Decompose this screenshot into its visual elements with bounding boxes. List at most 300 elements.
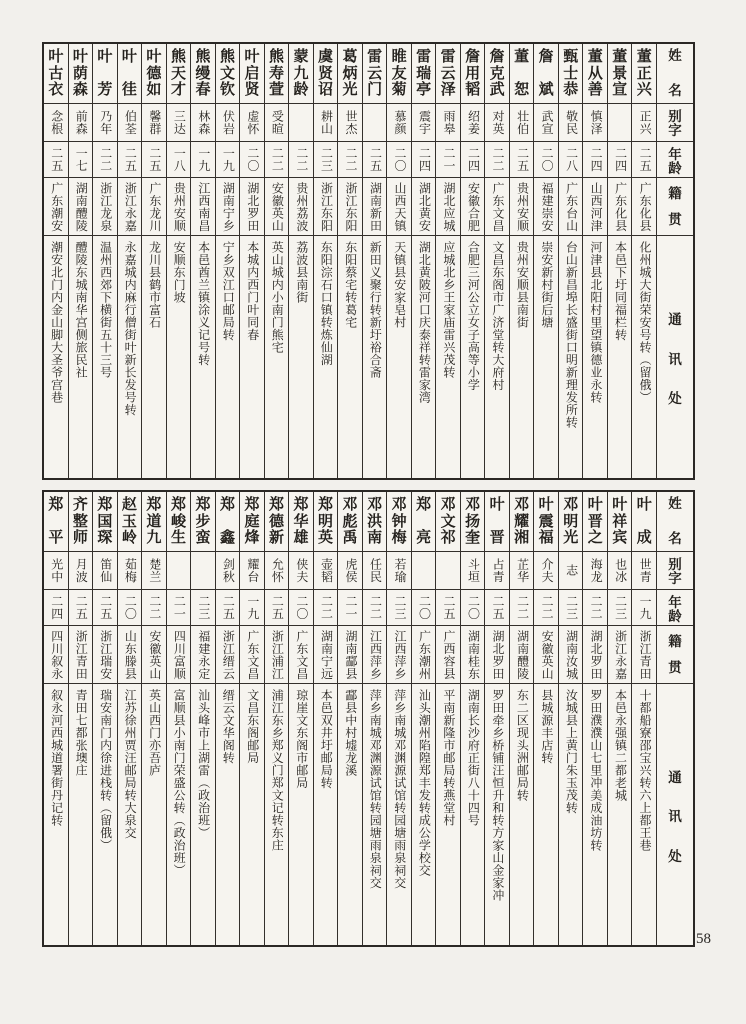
entry-column xyxy=(265,44,290,478)
name-cell: 郑 步 蛮 xyxy=(191,492,215,552)
name-cell: 叶 德 如 xyxy=(142,44,166,104)
origin-cell xyxy=(314,626,338,684)
origin-cell xyxy=(289,626,313,684)
name-cell: 郑 道 九 xyxy=(142,492,166,552)
address-cell xyxy=(534,236,558,478)
age-text: 二五 xyxy=(270,595,285,620)
age-text: 二五 xyxy=(49,147,64,172)
age-text: 二五 xyxy=(442,595,457,620)
name-cell: 郑 德 新 xyxy=(265,492,289,552)
origin-cell xyxy=(485,626,509,684)
courtesy-name-cell xyxy=(363,552,387,590)
age-cell xyxy=(216,590,240,626)
address-cell xyxy=(632,684,656,945)
address-cell xyxy=(314,684,338,945)
name-cell: 齐 整 师 xyxy=(69,492,93,552)
address-text: 湖北黄陂河口庆泰祥转雷家湾 xyxy=(417,241,432,404)
courtesy-name-text: 三达 xyxy=(172,110,187,135)
address-cell xyxy=(44,236,68,478)
age-cell xyxy=(265,142,289,178)
page-number: 58 xyxy=(696,931,711,947)
name-cell: 叶 荫 森 xyxy=(69,44,93,104)
origin-cell xyxy=(191,178,215,236)
address-text: 合肥三河公立女子高等小学 xyxy=(466,241,481,391)
courtesy-name-text: 慕颜 xyxy=(392,110,407,135)
origin-cell xyxy=(142,626,166,684)
origin-text: 浙江东阳 xyxy=(319,181,334,232)
origin-text: 湖北罗田 xyxy=(245,181,260,232)
origin-cell xyxy=(44,178,68,236)
courtesy-name-cell xyxy=(387,104,411,142)
age-cell xyxy=(461,142,485,178)
origin-cell xyxy=(632,178,656,236)
origin-cell xyxy=(69,626,93,684)
courtesy-name-cell xyxy=(93,104,117,142)
courtesy-name-cell xyxy=(167,552,191,590)
age-cell xyxy=(363,142,387,178)
address-cell xyxy=(167,236,191,478)
age-cell xyxy=(191,590,215,626)
origin-cell xyxy=(436,178,460,236)
courtesy-name-text: 伏岩 xyxy=(221,110,236,135)
courtesy-name-cell xyxy=(412,104,436,142)
address-text: 汕头峰市上湖雷（政治班） xyxy=(196,689,211,839)
origin-text: 湖北罗田 xyxy=(589,629,604,680)
origin-cell xyxy=(412,178,436,236)
age-text: 二二 xyxy=(98,147,113,172)
header-origin-label: 籍 贯 xyxy=(668,186,682,227)
name-cell: 董 从 善 xyxy=(583,44,607,104)
name-cell: 葛 炳 光 xyxy=(338,44,362,104)
courtesy-name-text: 介夫 xyxy=(540,558,555,583)
origin-text: 湖南宁乡 xyxy=(221,181,236,232)
origin-cell xyxy=(240,178,264,236)
origin-cell xyxy=(534,178,558,236)
entry-column xyxy=(142,44,167,478)
origin-text: 贵州安顺 xyxy=(172,181,187,232)
address-text: 贵州安顺县南街 xyxy=(515,241,530,329)
entry-column xyxy=(167,492,192,945)
address-text: 化州城大街荣安号转（留俄） xyxy=(637,241,652,404)
age-cell xyxy=(608,590,632,626)
age-cell xyxy=(436,590,460,626)
entry-column xyxy=(559,492,584,945)
header-column xyxy=(657,44,693,478)
courtesy-name-cell xyxy=(510,552,534,590)
address-text: 瑞安南门内徐进栈转（留俄） xyxy=(98,689,113,852)
address-cell xyxy=(363,684,387,945)
courtesy-name-text: 壶韬 xyxy=(319,558,334,583)
entry-column xyxy=(167,44,192,478)
address-cell xyxy=(265,236,289,478)
entry-column xyxy=(608,492,633,945)
age-text: 二一 xyxy=(442,147,457,172)
address-text: 东阳蔡宅转葛宅 xyxy=(343,241,358,329)
courtesy-name-text: 世杰 xyxy=(343,110,358,135)
origin-text: 浙江青田 xyxy=(638,629,653,680)
name-cell: 虞 贤 诏 xyxy=(314,44,338,104)
courtesy-name-cell xyxy=(167,104,191,142)
courtesy-name-cell xyxy=(216,552,240,590)
age-text: 二五 xyxy=(98,595,113,620)
age-cell xyxy=(534,590,558,626)
directory-table-top xyxy=(42,42,695,480)
age-text: 二〇 xyxy=(294,595,309,620)
age-text: 二二 xyxy=(589,595,604,620)
name-cell: 熊 寿 萱 xyxy=(265,44,289,104)
origin-text: 浙江缙云 xyxy=(221,629,236,680)
address-cell xyxy=(69,236,93,478)
age-cell xyxy=(118,590,142,626)
entry-column xyxy=(93,492,118,945)
age-text: 二五 xyxy=(221,595,236,620)
address-cell xyxy=(485,236,509,478)
address-cell xyxy=(632,236,656,478)
age-text: 二五 xyxy=(74,595,89,620)
age-cell xyxy=(314,142,338,178)
age-text: 二五 xyxy=(515,147,530,172)
name-cell: 邓 耀 湘 xyxy=(510,492,534,552)
address-cell xyxy=(608,236,632,478)
address-text: 浦江东乡郑义门郑文记转东庄 xyxy=(270,689,285,852)
entry-column xyxy=(485,492,510,945)
origin-text: 湖南桂东 xyxy=(466,629,481,680)
name-cell: 邓 彪 禹 xyxy=(338,492,362,552)
courtesy-name-text: 任民 xyxy=(368,558,383,583)
origin-cell xyxy=(608,178,632,236)
courtesy-name-text: 允怀 xyxy=(270,558,285,583)
age-text: 二三 xyxy=(196,595,211,620)
courtesy-name-text: 敬民 xyxy=(564,110,579,135)
origin-cell xyxy=(436,626,460,684)
courtesy-name-cell xyxy=(632,552,656,590)
age-text: 二五 xyxy=(123,147,138,172)
address-text: 醴陵东城南华宫侧旅民社 xyxy=(74,241,89,379)
origin-text: 浙江青田 xyxy=(74,629,89,680)
age-cell xyxy=(363,590,387,626)
header-name-cell: 姓 名 xyxy=(657,492,693,552)
courtesy-name-cell xyxy=(534,552,558,590)
address-cell xyxy=(363,236,387,478)
age-text: 一八 xyxy=(172,147,187,172)
entry-column xyxy=(142,492,167,945)
age-cell xyxy=(387,142,411,178)
address-cell xyxy=(583,684,607,945)
name-cell: 詹 克 武 xyxy=(485,44,509,104)
origin-text: 浙江永嘉 xyxy=(123,181,138,232)
name-cell: 雷 云 泽 xyxy=(436,44,460,104)
age-cell xyxy=(534,142,558,178)
age-cell xyxy=(142,590,166,626)
age-cell xyxy=(338,590,362,626)
courtesy-name-cell xyxy=(632,104,656,142)
origin-text: 湖南醴陵 xyxy=(74,181,89,232)
origin-cell xyxy=(167,178,191,236)
age-cell xyxy=(559,142,583,178)
name-cell: 雷 瑞 亭 xyxy=(412,44,436,104)
age-text: 一七 xyxy=(74,147,89,172)
origin-cell xyxy=(461,178,485,236)
address-text: 新田义聚行转新圩裕合斋 xyxy=(368,241,383,379)
courtesy-name-cell xyxy=(142,104,166,142)
origin-cell xyxy=(216,178,240,236)
address-cell xyxy=(534,684,558,945)
entry-column xyxy=(363,492,388,945)
name-cell: 邓 文 祁 xyxy=(436,492,460,552)
age-text: 二二 xyxy=(294,147,309,172)
entry-column xyxy=(461,492,486,945)
address-cell xyxy=(118,236,142,478)
name-cell: 叶 芳 xyxy=(93,44,117,104)
age-text: 二〇 xyxy=(466,595,481,620)
origin-cell xyxy=(167,626,191,684)
address-text: 十都船寮邵宝兴转六上都王巷 xyxy=(637,689,652,852)
address-cell xyxy=(167,684,191,945)
header-contact-cell xyxy=(657,236,693,478)
header-age-cell xyxy=(657,590,693,626)
age-cell xyxy=(632,590,656,626)
origin-text: 江西南昌 xyxy=(196,181,211,232)
courtesy-name-cell xyxy=(93,552,117,590)
courtesy-name-cell xyxy=(142,552,166,590)
courtesy-name-text: 志 xyxy=(564,564,579,577)
header-column xyxy=(657,492,693,945)
address-cell xyxy=(412,236,436,478)
directory-table-bottom xyxy=(42,490,695,947)
address-text: 荔波县南街 xyxy=(294,241,309,304)
address-text: 河津县北阳村里望镇德业永转 xyxy=(588,241,603,404)
address-cell xyxy=(338,684,362,945)
address-cell xyxy=(412,684,436,945)
address-cell xyxy=(387,236,411,478)
address-cell xyxy=(93,236,117,478)
name-cell: 邓 明 光 xyxy=(559,492,583,552)
origin-cell xyxy=(608,626,632,684)
courtesy-name-text: 绍姜 xyxy=(466,110,481,135)
name-cell: 叶 晋 xyxy=(485,492,509,552)
entry-column xyxy=(289,492,314,945)
entry-column xyxy=(559,44,584,478)
address-cell xyxy=(93,684,117,945)
entry-column xyxy=(216,44,241,478)
courtesy-name-cell xyxy=(436,552,460,590)
origin-cell xyxy=(265,178,289,236)
age-cell xyxy=(461,590,485,626)
age-text: 二三 xyxy=(613,595,628,620)
age-text: 二一 xyxy=(343,595,358,620)
entry-column xyxy=(191,44,216,478)
courtesy-name-text: 馨群 xyxy=(147,110,162,135)
courtesy-name-text: 慎泽 xyxy=(589,110,604,135)
origin-text: 福建崇安 xyxy=(540,181,555,232)
courtesy-name-text: 占青 xyxy=(491,558,506,583)
address-text: 汕头潮州陷隍郑丰发转成公学校交 xyxy=(417,689,432,877)
courtesy-name-text: 雨皋 xyxy=(442,110,457,135)
address-text: 县城源丰店转 xyxy=(539,689,554,764)
address-text: 英山西门亦吾庐 xyxy=(147,689,162,777)
courtesy-name-cell xyxy=(191,104,215,142)
address-cell xyxy=(387,684,411,945)
address-cell xyxy=(118,684,142,945)
name-cell: 熊 缦 春 xyxy=(191,44,215,104)
origin-text: 浙江东阳 xyxy=(343,181,358,232)
entry-column xyxy=(510,44,535,478)
name-cell: 雷 云 门 xyxy=(363,44,387,104)
origin-text: 湖南汝城 xyxy=(564,629,579,680)
address-cell xyxy=(240,236,264,478)
age-cell xyxy=(412,590,436,626)
address-cell xyxy=(338,236,362,478)
address-cell xyxy=(559,684,583,945)
courtesy-name-text: 受暄 xyxy=(270,110,285,135)
name-cell: 詹 用 韬 xyxy=(461,44,485,104)
address-text: 琼崖文东阁市邮局 xyxy=(294,689,309,789)
age-cell xyxy=(191,142,215,178)
name-cell: 董 景 宣 xyxy=(608,44,632,104)
courtesy-name-cell xyxy=(289,552,313,590)
header-origin-cell xyxy=(657,178,693,236)
courtesy-name-cell xyxy=(240,552,264,590)
origin-text: 浙江瑞安 xyxy=(98,629,113,680)
age-text: 二〇 xyxy=(392,147,407,172)
name-cell: 董 正 兴 xyxy=(632,44,656,104)
header-courtesy-label: 别 字 xyxy=(668,109,682,138)
age-cell xyxy=(632,142,656,178)
age-text: 二三 xyxy=(319,147,334,172)
courtesy-name-text: 侠夫 xyxy=(294,558,309,583)
courtesy-name-cell xyxy=(363,104,387,142)
courtesy-name-text: 正兴 xyxy=(638,110,653,135)
name-cell: 叶 晋 之 xyxy=(583,492,607,552)
name-cell: 叶 徍 xyxy=(118,44,142,104)
address-cell xyxy=(559,236,583,478)
courtesy-name-text: 林森 xyxy=(196,110,211,135)
age-cell xyxy=(412,142,436,178)
entry-column xyxy=(436,492,461,945)
courtesy-name-cell xyxy=(338,552,362,590)
name-cell: 邓 洪 南 xyxy=(363,492,387,552)
origin-text: 广东龙川 xyxy=(147,181,162,232)
age-cell xyxy=(93,590,117,626)
age-text: 一九 xyxy=(221,147,236,172)
address-text: 本邑永强镇二都老城 xyxy=(613,689,628,802)
age-cell xyxy=(265,590,289,626)
courtesy-name-cell xyxy=(412,552,436,590)
origin-text: 安徽英山 xyxy=(540,629,555,680)
origin-cell xyxy=(93,626,117,684)
origin-text: 广东潮安 xyxy=(49,181,64,232)
name-cell: 叶 古 衣 xyxy=(44,44,68,104)
age-text: 二四 xyxy=(417,147,432,172)
entry-column xyxy=(289,44,314,478)
address-text: 台山新昌埠长盛街口明新理发所转 xyxy=(564,241,579,429)
courtesy-name-cell xyxy=(534,104,558,142)
origin-cell xyxy=(191,626,215,684)
name-cell: 郑 庭 烽 xyxy=(240,492,264,552)
name-cell: 詹 斌 xyxy=(534,44,558,104)
entry-column xyxy=(240,44,265,478)
origin-cell xyxy=(338,178,362,236)
address-cell xyxy=(314,236,338,478)
courtesy-name-text: 也冰 xyxy=(613,558,628,583)
address-cell xyxy=(142,236,166,478)
courtesy-name-cell xyxy=(216,104,240,142)
address-text: 永嘉城内麻行僧街叶新长发号转 xyxy=(123,241,138,416)
age-text: 二三 xyxy=(392,595,407,620)
courtesy-name-cell xyxy=(485,552,509,590)
age-text: 一九 xyxy=(245,595,260,620)
courtesy-name-cell xyxy=(436,104,460,142)
origin-text: 四川叙永 xyxy=(49,629,64,680)
courtesy-name-text: 武宣 xyxy=(540,110,555,135)
entry-column xyxy=(338,44,363,478)
courtesy-name-text: 念根 xyxy=(49,110,64,135)
origin-text: 广东台山 xyxy=(564,181,579,232)
entry-column xyxy=(69,44,94,478)
entry-column xyxy=(461,44,486,478)
name-cell: 邓 钟 梅 xyxy=(387,492,411,552)
address-cell xyxy=(289,236,313,478)
address-cell xyxy=(265,684,289,945)
age-text: 二〇 xyxy=(540,147,555,172)
courtesy-name-text: 前森 xyxy=(74,110,89,135)
address-cell xyxy=(461,236,485,478)
address-text: 本邑酋兰镇涂义记号转 xyxy=(196,241,211,366)
age-cell xyxy=(240,142,264,178)
address-text: 江苏徐州贾汪邮局转大泉交 xyxy=(123,689,138,839)
courtesy-name-cell xyxy=(583,104,607,142)
entry-column xyxy=(44,44,69,478)
origin-cell xyxy=(559,178,583,236)
age-cell xyxy=(289,142,313,178)
name-cell: 郑 明 英 xyxy=(314,492,338,552)
entry-column xyxy=(412,492,437,945)
age-text: 二二 xyxy=(319,595,334,620)
address-text: 萍乡南城邓渊源试馆转园塘雨泉祠交 xyxy=(368,689,383,889)
age-cell xyxy=(608,142,632,178)
age-cell xyxy=(289,590,313,626)
courtesy-name-text: 乃年 xyxy=(98,110,113,135)
age-text: 二二 xyxy=(270,147,285,172)
entry-column xyxy=(436,44,461,478)
address-text: 英山城内小南门熊宅 xyxy=(270,241,285,354)
origin-text: 安徽英山 xyxy=(147,629,162,680)
age-cell xyxy=(583,590,607,626)
courtesy-name-text: 耀台 xyxy=(245,558,260,583)
origin-cell xyxy=(534,626,558,684)
address-text: 宁乡双江口邮局转 xyxy=(221,241,236,341)
entry-column xyxy=(93,44,118,478)
courtesy-name-text: 耕山 xyxy=(319,110,334,135)
courtesy-name-cell xyxy=(240,104,264,142)
origin-cell xyxy=(289,178,313,236)
age-text: 二二 xyxy=(491,147,506,172)
header-age-cell xyxy=(657,142,693,178)
courtesy-name-cell xyxy=(608,552,632,590)
origin-text: 广东文昌 xyxy=(245,629,260,680)
origin-text: 贵州安顺 xyxy=(515,181,530,232)
courtesy-name-cell xyxy=(265,104,289,142)
address-text: 平南新隆市邮局转燕堂村 xyxy=(441,689,456,827)
entry-column xyxy=(510,492,535,945)
origin-text: 广东文昌 xyxy=(294,629,309,680)
age-text: 二〇 xyxy=(245,147,260,172)
origin-cell xyxy=(510,626,534,684)
entry-column xyxy=(44,492,69,945)
origin-text: 安徽英山 xyxy=(270,181,285,232)
address-text: 应城北乡王家庙雷兴茂转 xyxy=(441,241,456,379)
origin-text: 浙江龙泉 xyxy=(98,181,113,232)
